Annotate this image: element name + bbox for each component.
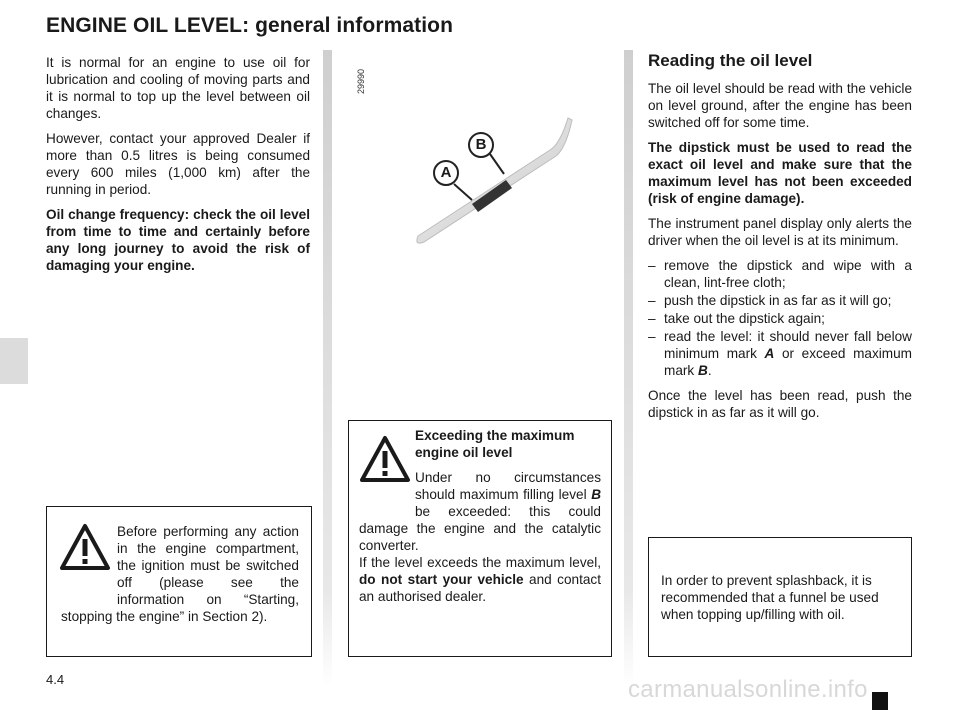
page-corner-mark bbox=[872, 692, 888, 710]
step-text: push the dipstick in as far as it will go; bbox=[664, 293, 892, 308]
step-text: or exceed maximum mark bbox=[664, 346, 912, 378]
marker-b: B bbox=[468, 132, 494, 158]
column-divider-left bbox=[323, 50, 332, 686]
section-tab bbox=[0, 338, 28, 384]
max-level-warning-p3-end: and contact an authorised dealer. bbox=[359, 572, 601, 604]
intro-paragraph: It is normal for an engine to use oil for lubrication and cooling of moving parts and it is normal to top up the level between oil changes. bbox=[46, 55, 310, 121]
ignition-warning-text bbox=[61, 523, 299, 625]
step-text: take out the dipstick again; bbox=[664, 311, 825, 326]
right-column bbox=[648, 50, 912, 429]
page-title: ENGINE OIL LEVEL: general information bbox=[46, 14, 454, 37]
icon-spacer bbox=[61, 523, 117, 593]
instrument-panel-paragraph: The instrument panel display only alerts the driver when the oil level is at its minimum. bbox=[648, 216, 912, 248]
dipstick-illustration bbox=[400, 108, 590, 248]
step-text: read the level: it should never fall below minimum mark bbox=[664, 329, 912, 361]
step-item: – take out the dipstick again; bbox=[648, 311, 825, 326]
oil-change-frequency-paragraph: Oil change frequency: check the oil level from time to time and certainly before any long journey to avoid the risk of damaging your engine. bbox=[46, 207, 310, 273]
max-level-warning-title: Exceeding the maximum engine oil level bbox=[415, 428, 575, 460]
max-level-warning-action bbox=[359, 554, 601, 605]
step-item: – push the dipstick in as far as it will go; bbox=[648, 293, 892, 308]
max-level-warning-p2: be exceeded: this could damage the engine and the catalytic converter. bbox=[359, 504, 601, 553]
column-divider-right bbox=[624, 50, 633, 686]
page-number: 4.4 bbox=[46, 672, 65, 687]
max-level-warning-p3: If the level exceeds the maximum level, bbox=[359, 555, 601, 570]
ignition-warning-box bbox=[46, 506, 312, 657]
steps-list bbox=[648, 257, 912, 379]
icon-spacer bbox=[359, 427, 415, 507]
funnel-note-box bbox=[648, 537, 912, 657]
consumption-paragraph: However, contact your approved Dealer if more than 0.5 litres is being consumed every 600 miles (1,000 km) after the running in period. bbox=[46, 131, 310, 197]
ignition-warning-body: Before performing any action in the engine compartment, the ignition must be switched off (please see the information on “Starting, stopping the engine” in Section 2). bbox=[61, 524, 299, 624]
watermark: carmanualsonline.info bbox=[628, 676, 868, 703]
section-heading: Reading the oil level bbox=[648, 51, 813, 70]
marker-a: A bbox=[433, 160, 459, 186]
figure-code: 29990 bbox=[356, 68, 366, 94]
max-level-warning-text bbox=[359, 427, 601, 605]
step-text: remove the dipstick and wipe with a clean, lint-free cloth; bbox=[664, 258, 912, 290]
do-not-start-text: do not start your vehicle bbox=[359, 572, 524, 587]
mark-b-ref: B bbox=[697, 363, 708, 378]
dipstick-paragraph: The dipstick must be used to read the exact oil level and make sure that the maximum level has not been exceeded (risk of engine damage). bbox=[648, 140, 912, 206]
max-level-warning-p1: Under no circumstances should maximum filling level bbox=[415, 470, 601, 502]
reading-paragraph: The oil level should be read with the vehicle on level ground, after the engine has been switched off for some time. bbox=[648, 81, 912, 130]
step-text: . bbox=[707, 363, 712, 378]
step-item: – remove the dipstick and wipe with a clean, lint-free cloth; bbox=[648, 258, 912, 290]
closing-paragraph: Once the level has been read, push the dipstick in as far as it will go. bbox=[648, 388, 912, 420]
mark-a-ref: A bbox=[764, 346, 775, 361]
funnel-note-text: In order to prevent splashback, it is recommended that a funnel be used when topping up/filling with oil. bbox=[661, 573, 879, 622]
max-level-warning-box bbox=[348, 420, 612, 657]
mark-b-ref: B bbox=[591, 487, 602, 502]
left-column bbox=[46, 54, 310, 282]
step-item: – read the level: it should never fall below minimum mark A or exceed maximum mark B. bbox=[648, 329, 912, 378]
